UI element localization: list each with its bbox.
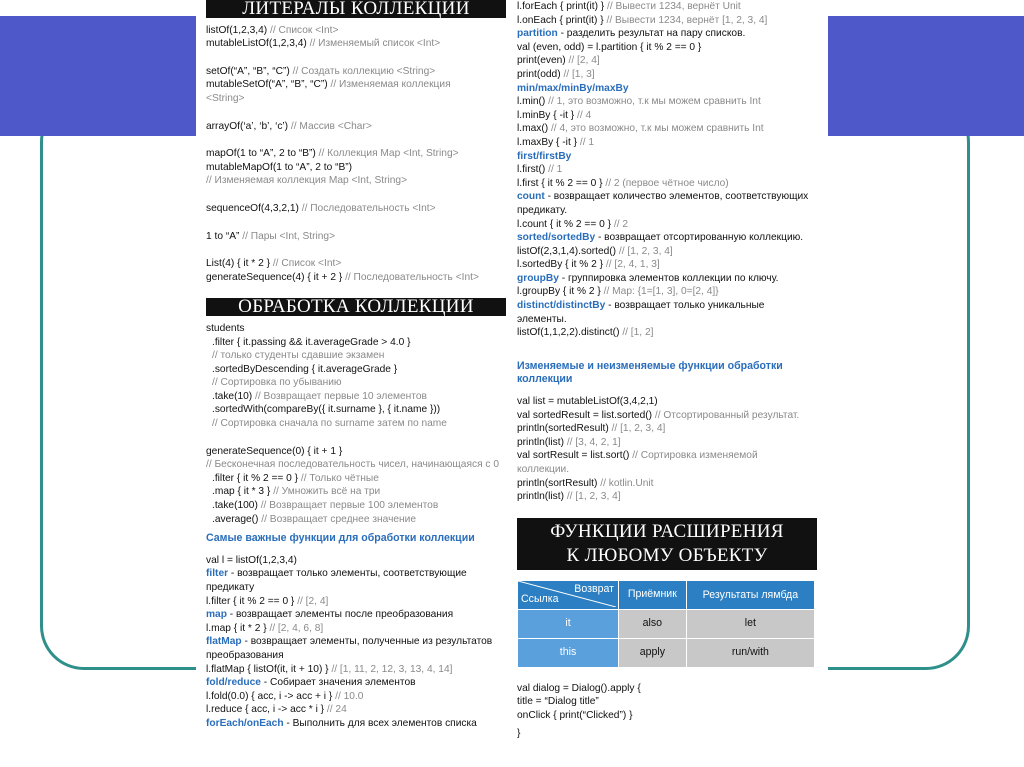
- comment: // 24: [326, 704, 347, 716]
- code: listOf(2,3,1,4).sorted(): [517, 245, 617, 257]
- section-title-line: К ЛЮБОМУ ОБЪЕКТУ: [566, 544, 768, 566]
- code: l.count { it % 2 == 0 }: [517, 218, 612, 230]
- comment: // [2, 4, 1, 3]: [605, 259, 660, 271]
- comment: // Вывести 1234, вернёт [1, 2, 3, 4]: [606, 14, 768, 26]
- code: val l = listOf(1,2,3,4): [206, 554, 297, 566]
- comment: // Создать коллекцию <String>: [292, 65, 436, 77]
- comment: // 1: [548, 164, 563, 176]
- description: предикату.: [517, 204, 568, 216]
- comment: // 4, это возможно, т.к мы можем сравнить Int: [550, 123, 764, 135]
- comment: // [1, 2, 3, 4]: [611, 423, 666, 435]
- code: println(sortResult): [517, 477, 598, 489]
- comment: // [1, 2, 3, 4]: [618, 245, 673, 257]
- table-cell: also: [619, 609, 687, 638]
- section-title-line: ФУНКЦИИ РАСШИРЕНИЯ: [550, 520, 784, 542]
- keyword: groupBy: [517, 272, 559, 284]
- comment: // Отсортированный результат.: [654, 409, 800, 421]
- comment: // kotlin.Unit: [600, 477, 654, 489]
- code: val list = mutableListOf(3,4,2,1): [517, 396, 658, 408]
- code: println(list): [517, 491, 564, 503]
- comment: // Последовательность <Int>: [345, 271, 479, 283]
- keyword: filter: [206, 568, 229, 580]
- comment: // Сортировка изменяемой: [632, 450, 758, 462]
- description: - разделить результат на пару списков.: [557, 28, 746, 40]
- code: mapOf(1 to “A”, 2 to “B”): [206, 148, 316, 160]
- keyword: distinct/distinctBy: [517, 300, 606, 312]
- comment: коллекции.: [517, 464, 570, 475]
- code: mutableListOf(1,2,3,4): [206, 38, 307, 50]
- comment: // Только чётные: [300, 472, 379, 484]
- code: .sortedByDescending { it.averageGrade }: [212, 363, 398, 375]
- code: l.onEach { print(it) }: [517, 14, 604, 26]
- comment: // [2, 4]: [297, 595, 329, 607]
- table-header-reference: Ссылка: [521, 593, 559, 606]
- subtitle-mutable-functions: Изменяемые и неизменяемые функции обработки: [517, 359, 783, 372]
- comment: // [1, 3]: [563, 68, 595, 80]
- comment: // Коллекция Map <Int, String>: [318, 148, 459, 160]
- code: l.forEach { print(it) }: [517, 1, 605, 12]
- comment: // 4: [577, 109, 592, 121]
- comment: // Массив <Char>: [290, 120, 372, 132]
- code: .sortedWith(compareBy({ it.surname }, { it.name })): [212, 404, 441, 416]
- code: arrayOf(‘a’, ‘b’, ‘c’): [206, 120, 289, 132]
- code: val dialog = Dialog().apply {: [517, 682, 641, 694]
- code: l.filter { it % 2 == 0 }: [206, 595, 295, 607]
- comment: // Умножить всё на три: [273, 486, 381, 498]
- comment: // [2, 4, 6, 8]: [269, 622, 324, 634]
- code: l.map { it * 2 }: [206, 622, 267, 634]
- comment: // Возвращает среднее значение: [261, 513, 417, 525]
- comment: // Map: {1=[1, 3], 0=[2, 4]}: [603, 286, 719, 298]
- keyword: map: [206, 609, 227, 621]
- comment: // Возвращает первые 10 элементов: [255, 390, 427, 402]
- table-cell: run/with: [686, 638, 814, 667]
- keyword: forEach/onEach: [206, 717, 284, 729]
- code: generateSequence(0) { it + 1 }: [206, 445, 343, 457]
- code: l.max(): [517, 123, 549, 135]
- accent-bar-right: [810, 16, 1024, 136]
- comment: // 10.0: [335, 690, 364, 702]
- code: .take(10): [212, 390, 253, 402]
- code: mutableMapOf(1 to “A”, 2 to “B”): [206, 161, 353, 173]
- code: l.reduce { acc, i -> acc * i }: [206, 704, 325, 716]
- description: - возвращает только элементы, соответствующие: [228, 568, 467, 580]
- code: .average(): [212, 513, 259, 525]
- description: - возвращает элементы, полученные из результатов: [241, 636, 493, 648]
- keyword: min/max/minBy/maxBy: [517, 82, 629, 94]
- code: l.sortedBy { it % 2 }: [517, 259, 604, 271]
- code: 1 to “A”: [206, 230, 240, 242]
- comment: // 1: [579, 136, 595, 148]
- description: - группировка элементов коллекции по ключу.: [558, 272, 779, 284]
- description: - Собирает значения элементов: [260, 677, 416, 689]
- comment: // Список <Int>: [272, 258, 342, 270]
- comment: // Изменяемый список <Int>: [309, 38, 441, 50]
- table-header-return: Возврат: [574, 582, 614, 595]
- section-title-extensions: [517, 518, 817, 570]
- code: l.min(): [517, 96, 546, 108]
- comment: // Бесконечная последовательность чисел, начинающаяся с 0: [206, 459, 500, 471]
- code: l.groupBy { it % 2 }: [517, 286, 601, 298]
- left-column: [206, 0, 506, 731]
- keyword: first/firstBy: [517, 150, 572, 162]
- code: print(odd): [517, 68, 561, 80]
- comment: // Сортировка по убыванию: [212, 377, 342, 389]
- scope-functions-table: [517, 580, 815, 668]
- code: List(4) { it * 2 }: [206, 258, 270, 270]
- code: onClick { print(“Clicked”) }: [517, 709, 633, 721]
- code: .take(100): [212, 500, 258, 512]
- keyword: count: [517, 191, 545, 203]
- keyword: partition: [517, 28, 558, 40]
- subtitle-main-functions: Самые важные функции для обработки коллекции: [206, 532, 475, 545]
- code: val sortedResult = list.sorted(): [517, 409, 653, 421]
- code: println(sortedResult): [517, 423, 609, 435]
- accent-bar-left: [0, 16, 210, 136]
- description: - возвращает элементы после преобразования: [226, 609, 454, 621]
- code: .map { it * 3 }: [212, 486, 271, 498]
- comment: <String>: [206, 92, 245, 104]
- comment: // [1, 2]: [622, 327, 654, 339]
- table-cell: it: [518, 609, 619, 638]
- table-cell: this: [518, 638, 619, 667]
- code: .filter { it % 2 == 0 }: [212, 472, 299, 484]
- code: print(even): [517, 55, 566, 67]
- comment: // Возвращает первые 100 элементов: [260, 500, 439, 512]
- comment: // [2, 4]: [568, 55, 600, 67]
- description: - Выполнить для всех элементов списка: [283, 717, 477, 729]
- comment: // Список <Int>: [270, 24, 339, 36]
- table-corner-cell: [518, 580, 619, 609]
- code: generateSequence(4) { it + 2 }: [206, 271, 343, 283]
- code: l.maxBy { -it }: [517, 136, 578, 148]
- code: mutableSetOf(“A”, “B”, “C”): [206, 79, 328, 91]
- code: listOf(1,1,2,2).distinct(): [517, 327, 620, 339]
- code: val sortResult = list.sort(): [517, 450, 630, 462]
- comment: // только студенты сдавшие экзамен: [212, 350, 385, 362]
- comment: // 2: [613, 218, 629, 230]
- keyword: flatMap: [206, 636, 242, 648]
- description: - возвращает только уникальные: [605, 300, 765, 312]
- code: }: [517, 727, 521, 739]
- section-title-processing: ОБРАБОТКА КОЛЛЕКЦИИ: [206, 298, 506, 316]
- code: listOf(1,2,3,4): [206, 24, 268, 36]
- code: title = “Dialog title”: [517, 696, 599, 708]
- code: students: [206, 322, 245, 334]
- code: l.fold(0.0) { acc, i -> acc + i }: [206, 690, 333, 702]
- table-header-receiver: Приёмник: [619, 580, 687, 609]
- code: sequenceOf(4,3,2,1): [206, 202, 299, 214]
- comment: // [1, 11, 2, 12, 3, 13, 4, 14]: [331, 663, 453, 675]
- subtitle-mutable-functions-cont: коллекции: [517, 373, 573, 386]
- comment: // 2 (первое чётное число): [605, 177, 729, 189]
- table-cell: apply: [619, 638, 687, 667]
- code: l.first { it % 2 == 0 }: [517, 177, 603, 189]
- description: - возвращает количество элементов, соответствующих: [544, 191, 809, 203]
- comment: // Вывести 1234, вернёт Unit: [607, 1, 741, 12]
- right-column: [517, 0, 817, 740]
- code: l.flatMap { listOf(it, it + 10) }: [206, 663, 329, 675]
- comment: // Пары <Int, String>: [242, 230, 336, 242]
- comment: // Изменяемая коллекция: [330, 79, 451, 91]
- comment: // [1, 2, 3, 4]: [566, 491, 621, 503]
- keyword: fold/reduce: [206, 677, 261, 689]
- section-title-literals: ЛИТЕРАЛЫ КОЛЛЕКЦИИ: [206, 0, 506, 18]
- description: преобразования: [206, 649, 284, 661]
- comment: // [3, 4, 2, 1]: [566, 436, 621, 448]
- code: .filter { it.passing && it.averageGrade > 4.0 }: [212, 336, 411, 348]
- table-cell: let: [686, 609, 814, 638]
- code: l.minBy { -it }: [517, 109, 575, 121]
- description: элементы.: [517, 313, 567, 325]
- comment: // Сортировка сначала по surname затем по name: [212, 418, 447, 430]
- keyword: sorted/sortedBy: [517, 232, 596, 244]
- description: - возвращает отсортированную коллекцию.: [595, 232, 804, 244]
- comment: // 1, это возможно, т.к мы можем сравнить Int: [548, 96, 761, 108]
- table-header-lambda-result: Результаты лямбда: [686, 580, 814, 609]
- description: предикату: [206, 582, 255, 593]
- code: l.first(): [517, 164, 546, 176]
- comment: // Изменяемая коллекция Map <Int, String>: [206, 175, 408, 187]
- code: setOf(“A”, “B”, “C”): [206, 65, 290, 77]
- code: println(list): [517, 436, 564, 448]
- code: val (even, odd) = l.partition { it % 2 == 0 }: [517, 41, 702, 53]
- comment: // Последовательность <Int>: [301, 202, 436, 214]
